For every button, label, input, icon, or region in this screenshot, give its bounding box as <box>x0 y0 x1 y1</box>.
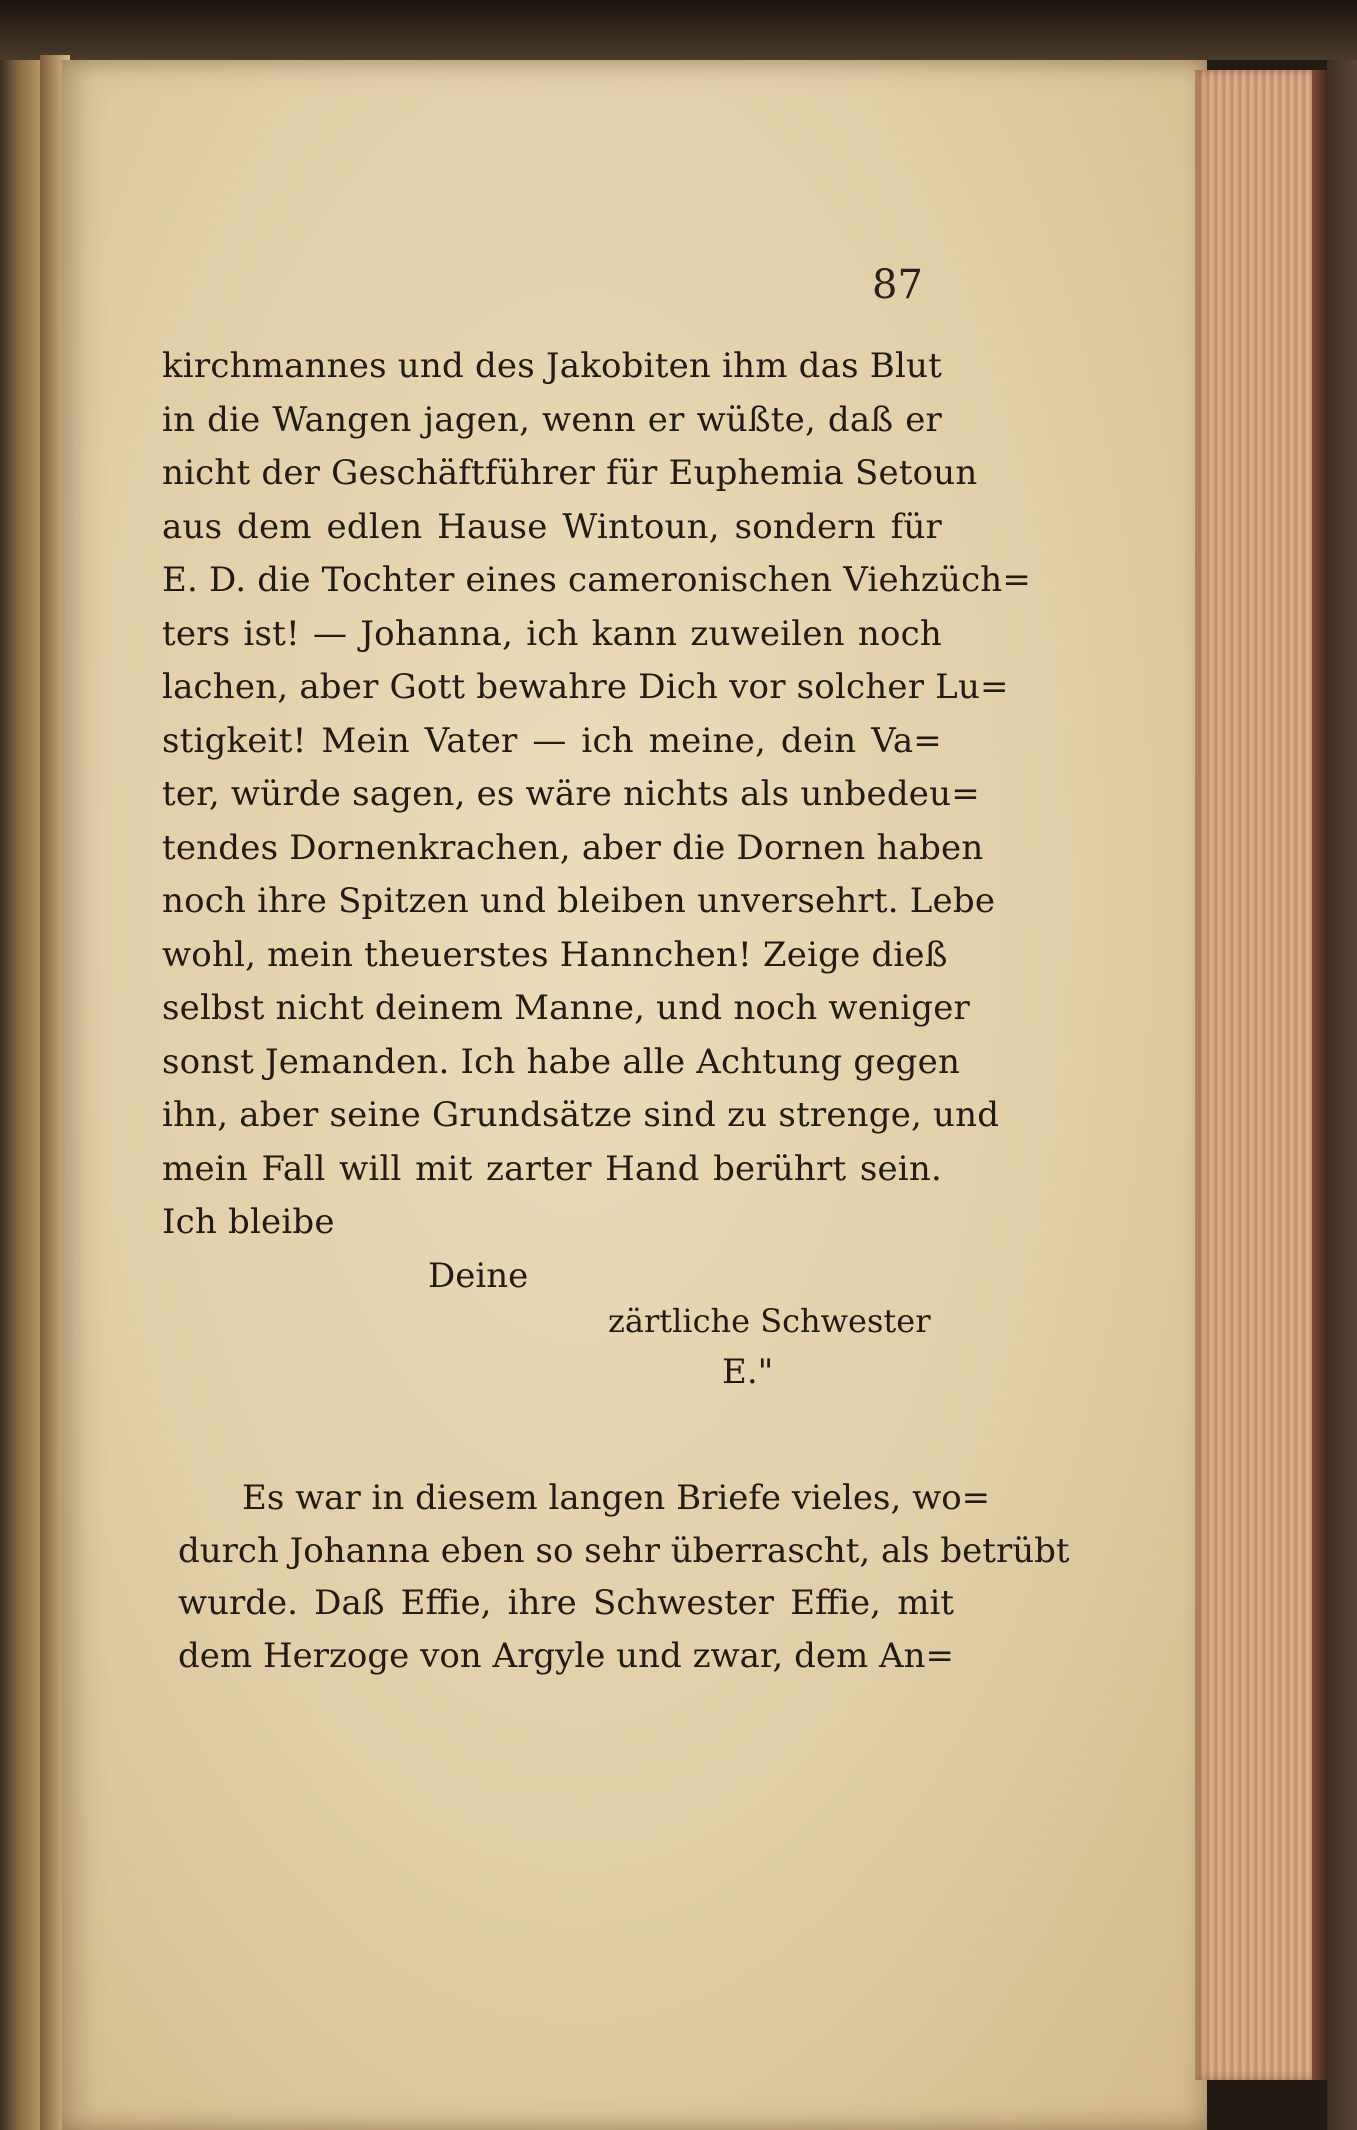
text-line: wohl, mein theuerstes Hannchen! Zeige dieß <box>162 934 948 975</box>
text-line: ters ist! — Johanna, ich kann zuweilen noch <box>162 613 942 654</box>
letter-text <box>162 340 1032 1250</box>
letter-signature-initial: E." <box>722 1352 774 1392</box>
text-line: in die Wangen jagen, wenn er wüßte, daß er <box>162 399 942 440</box>
text-line: sonst Jemanden. Ich habe alle Achtung gegen <box>162 1041 961 1082</box>
text-line: wurde. Daß Effie, ihre Schwester Effie, mit <box>178 1583 954 1623</box>
text-line: Es war in diesem langen Briefe vieles, wo= <box>242 1478 991 1518</box>
text-line: ihn, aber seine Grundsätze sind zu strenge, und <box>162 1095 1000 1135</box>
letter-closing: Deine <box>428 1256 529 1296</box>
text-line: durch Johanna eben so sehr überrascht, als betrübt <box>178 1530 1070 1571</box>
page-number: 87 <box>872 262 923 308</box>
text-line: E. D. die Tochter eines cameronischen Viehzüch= <box>162 560 1032 600</box>
text-line: Ich bleibe <box>162 1202 335 1242</box>
text-line: dem Herzoge von Argyle und zwar, dem An= <box>178 1635 954 1676</box>
text-line: aus dem edlen Hause Wintoun, sondern für <box>162 506 942 547</box>
text-line: nicht der Geschäftführer für Euphemia Setoun <box>162 453 978 493</box>
letter-signature-descriptor: zärtliche Schwester <box>608 1302 931 1340</box>
text-line: stigkeit! Mein Vater — ich meine, dein Va= <box>162 720 942 761</box>
text-line: ter, würde sagen, es wäre nichts als unbedeu= <box>162 774 980 814</box>
book-cover-top <box>0 0 1357 60</box>
text-line: lachen, aber Gott bewahre Dich vor solcher Lu= <box>162 667 1009 707</box>
narrative-text <box>178 1472 1070 1682</box>
text-line: kirchmannes und des Jakobiten ihm das Blut <box>162 346 942 386</box>
text-line: noch ihre Spitzen und bleiben unversehrt. Lebe <box>162 881 996 921</box>
book-cover-right <box>1327 60 1357 2130</box>
text-line: selbst nicht deinem Manne, und noch weniger <box>162 988 970 1028</box>
text-line: mein Fall will mit zarter Hand berührt sein. <box>162 1148 942 1189</box>
page-stack-edge <box>1195 70 1330 2080</box>
text-line: tendes Dornenkrachen, aber die Dornen haben <box>162 827 984 868</box>
